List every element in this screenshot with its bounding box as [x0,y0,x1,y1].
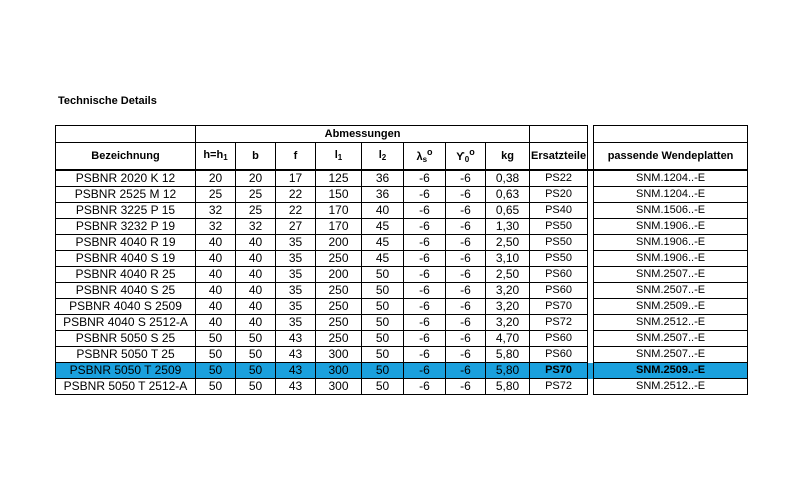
cell-f: 43 [276,347,316,363]
cell-bezeichnung: PSBNR 5050 T 2512-A [56,379,196,395]
cell-wendeplatten: SNM.1906..-E [594,219,748,235]
cell-lambda: -6 [404,203,446,219]
cell-ersatzteile: PS72 [530,379,588,395]
table-row [56,235,748,251]
cell-h: 40 [196,315,236,331]
cell-l2: 36 [362,187,404,203]
cell-wendeplatten: SNM.2512..-E [594,379,748,395]
cell-bezeichnung: PSBNR 4040 R 25 [56,267,196,283]
table-row [56,347,748,363]
cell-f: 35 [276,283,316,299]
table-row [56,379,748,395]
cell-wendeplatten: SNM.2507..-E [594,347,748,363]
cell-gamma: -6 [446,379,486,395]
cell-gamma: -6 [446,170,486,187]
cell-h: 40 [196,235,236,251]
cell-wendeplatten: SNM.2507..-E [594,331,748,347]
cell-l1: 300 [316,363,362,379]
cell-b: 40 [236,299,276,315]
table-row [56,170,748,187]
cell-l2: 50 [362,267,404,283]
cell-gamma: -6 [446,315,486,331]
cell-h: 50 [196,379,236,395]
cell-l1: 250 [316,315,362,331]
header-f: f [276,143,316,171]
cell-l2: 50 [362,299,404,315]
cell-b: 40 [236,315,276,331]
cell-b: 40 [236,283,276,299]
technical-details-table [55,125,748,395]
cell-f: 35 [276,267,316,283]
cell-lambda: -6 [404,315,446,331]
cell-f: 22 [276,203,316,219]
cell-b: 25 [236,203,276,219]
cell-bezeichnung: PSBNR 4040 S 2512-A [56,315,196,331]
cell-bezeichnung: PSBNR 4040 S 19 [56,251,196,267]
cell-bezeichnung: PSBNR 5050 T 25 [56,347,196,363]
cell-f: 35 [276,251,316,267]
cell-b: 50 [236,331,276,347]
cell-ersatzteile: PS70 [530,363,588,379]
cell-bezeichnung: PSBNR 5050 S 25 [56,331,196,347]
cell-l2: 36 [362,170,404,187]
cell-kg: 3,10 [486,251,530,267]
cell-bezeichnung: PSBNR 2020 K 12 [56,170,196,187]
cell-wendeplatten: SNM.2507..-E [594,283,748,299]
cell-wendeplatten: SNM.2509..-E [594,363,748,379]
cell-gamma: -6 [446,235,486,251]
cell-lambda: -6 [404,299,446,315]
cell-bezeichnung: PSBNR 4040 R 19 [56,235,196,251]
cell-h: 40 [196,251,236,267]
cell-h: 40 [196,283,236,299]
cell-wendeplatten: SNM.2509..-E [594,299,748,315]
cell-h: 20 [196,170,236,187]
cell-b: 50 [236,363,276,379]
cell-ersatzteile: PS70 [530,299,588,315]
cell-kg: 3,20 [486,299,530,315]
cell-ersatzteile: PS50 [530,219,588,235]
cell-b: 40 [236,235,276,251]
cell-b: 20 [236,170,276,187]
cell-f: 17 [276,170,316,187]
cell-f: 22 [276,187,316,203]
cell-ersatzteile: PS60 [530,267,588,283]
cell-wendeplatten: SNM.1204..-E [594,170,748,187]
cell-lambda: -6 [404,347,446,363]
cell-l1: 250 [316,251,362,267]
table-row [56,315,748,331]
cell-ersatzteile: PS40 [530,203,588,219]
cell-b: 40 [236,267,276,283]
cell-lambda: -6 [404,251,446,267]
table-row [56,187,748,203]
header-l2: $l_2$ [362,143,404,171]
cell-ersatzteile: PS50 [530,251,588,267]
cell-l2: 45 [362,235,404,251]
header-gamma: $ϒ_0^o$ [446,143,486,171]
cell-b: 32 [236,219,276,235]
cell-l2: 45 [362,251,404,267]
cell-ersatzteile: PS60 [530,347,588,363]
header-empty-cell [56,126,196,143]
cell-l1: 250 [316,299,362,315]
cell-lambda: -6 [404,363,446,379]
cell-l2: 50 [362,331,404,347]
header-b: b [236,143,276,171]
header-abmessungen: Abmessungen [196,126,530,143]
cell-wendeplatten: SNM.1906..-E [594,235,748,251]
cell-f: 43 [276,331,316,347]
table-row [56,267,748,283]
cell-wendeplatten: SNM.1906..-E [594,251,748,267]
section-title: Technische Details [58,95,157,107]
cell-l1: 125 [316,170,362,187]
cell-bezeichnung: PSBNR 3232 P 19 [56,219,196,235]
cell-lambda: -6 [404,187,446,203]
cell-wendeplatten: SNM.2507..-E [594,267,748,283]
table-row [56,363,748,379]
cell-kg: 0,63 [486,187,530,203]
cell-l2: 45 [362,219,404,235]
header-h: $h=h_1$ [196,143,236,171]
cell-gamma: -6 [446,219,486,235]
cell-gamma: -6 [446,251,486,267]
cell-l2: 50 [362,379,404,395]
cell-lambda: -6 [404,379,446,395]
cell-kg: 4,70 [486,331,530,347]
cell-b: 40 [236,251,276,267]
cell-l1: 200 [316,235,362,251]
cell-ersatzteile: PS20 [530,187,588,203]
header-lambda: $\lambda_s^o$ [404,143,446,171]
cell-h: 32 [196,203,236,219]
cell-f: 35 [276,315,316,331]
cell-gamma: -6 [446,203,486,219]
cell-ersatzteile: PS60 [530,331,588,347]
cell-ersatzteile: PS60 [530,283,588,299]
cell-h: 32 [196,219,236,235]
cell-l1: 300 [316,347,362,363]
cell-l1: 250 [316,283,362,299]
header-wendeplatten: passende Wendeplatten [594,143,748,171]
cell-gamma: -6 [446,299,486,315]
cell-kg: 1,30 [486,219,530,235]
cell-lambda: -6 [404,219,446,235]
cell-ersatzteile: PS22 [530,170,588,187]
cell-gamma: -6 [446,363,486,379]
cell-gamma: -6 [446,347,486,363]
cell-kg: 2,50 [486,235,530,251]
cell-kg: 5,80 [486,347,530,363]
cell-lambda: -6 [404,283,446,299]
cell-kg: 3,20 [486,315,530,331]
cell-wendeplatten: SNM.2512..-E [594,315,748,331]
cell-kg: 0,65 [486,203,530,219]
cell-ersatzteile: PS50 [530,235,588,251]
cell-b: 25 [236,187,276,203]
cell-bezeichnung: PSBNR 5050 T 2509 [56,363,196,379]
cell-l2: 50 [362,347,404,363]
cell-kg: 2,50 [486,267,530,283]
cell-h: 50 [196,363,236,379]
cell-h: 50 [196,331,236,347]
cell-l2: 50 [362,283,404,299]
cell-bezeichnung: PSBNR 3225 P 15 [56,203,196,219]
table-row [56,331,748,347]
cell-lambda: -6 [404,331,446,347]
table-row [56,203,748,219]
header-l1: $l_1$ [316,143,362,171]
cell-h: 50 [196,347,236,363]
cell-l1: 300 [316,379,362,395]
header-empty-cell [594,126,748,143]
cell-bezeichnung: PSBNR 2525 M 12 [56,187,196,203]
cell-l1: 200 [316,267,362,283]
cell-l2: 50 [362,315,404,331]
cell-f: 43 [276,379,316,395]
cell-b: 50 [236,379,276,395]
cell-kg: 5,80 [486,379,530,395]
cell-l1: 150 [316,187,362,203]
header-ersatzteile: Ersatzteile [530,143,588,171]
cell-f: 35 [276,235,316,251]
cell-lambda: -6 [404,235,446,251]
cell-kg: 0,38 [486,170,530,187]
header-bezeichnung: Bezeichnung [56,143,196,171]
table-row [56,283,748,299]
cell-gamma: -6 [446,283,486,299]
cell-kg: 5,80 [486,363,530,379]
cell-l1: 250 [316,331,362,347]
cell-h: 40 [196,299,236,315]
cell-h: 25 [196,187,236,203]
header-row-columns [56,143,748,171]
cell-wendeplatten: SNM.1506..-E [594,203,748,219]
header-row-group [56,126,748,143]
cell-b: 50 [236,347,276,363]
cell-h: 40 [196,267,236,283]
cell-bezeichnung: PSBNR 4040 S 25 [56,283,196,299]
cell-bezeichnung: PSBNR 4040 S 2509 [56,299,196,315]
cell-l2: 50 [362,363,404,379]
table-row [56,219,748,235]
cell-l1: 170 [316,203,362,219]
cell-kg: 3,20 [486,283,530,299]
cell-l1: 170 [316,219,362,235]
cell-wendeplatten: SNM.1204..-E [594,187,748,203]
table-row [56,299,748,315]
header-empty-cell [530,126,588,143]
cell-gamma: -6 [446,267,486,283]
cell-gamma: -6 [446,187,486,203]
cell-f: 27 [276,219,316,235]
cell-l2: 40 [362,203,404,219]
table-row [56,251,748,267]
cell-lambda: -6 [404,170,446,187]
cell-f: 35 [276,299,316,315]
cell-gamma: -6 [446,331,486,347]
cell-lambda: -6 [404,267,446,283]
cell-ersatzteile: PS72 [530,315,588,331]
header-kg: kg [486,143,530,171]
cell-f: 43 [276,363,316,379]
